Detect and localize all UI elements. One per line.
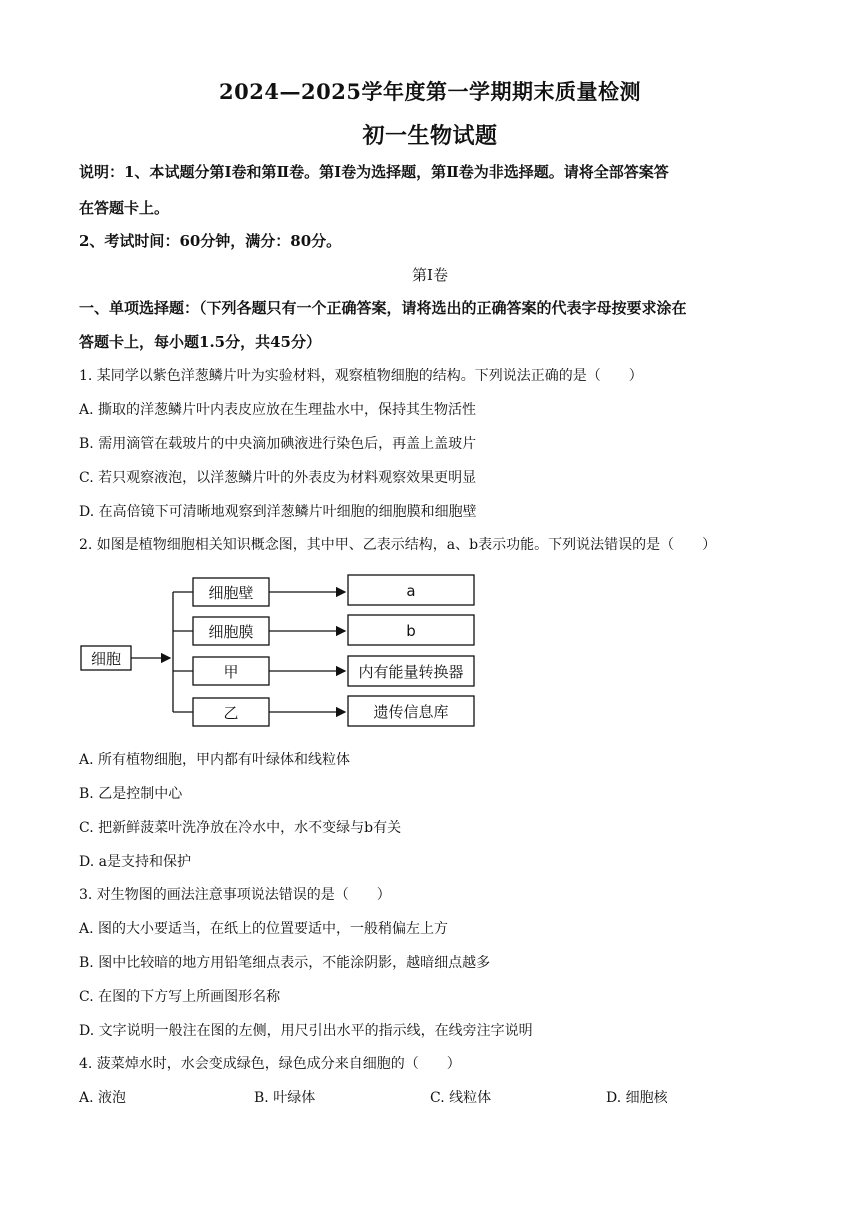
volume-heading: 第Ⅰ卷 bbox=[412, 266, 448, 284]
cell-concept-diagram bbox=[79, 568, 479, 730]
exam-subtitle: 初一生物试题 bbox=[362, 123, 498, 149]
question-2-option-b: B. 乙是控制中心 bbox=[79, 786, 183, 802]
diagram-function-a: a bbox=[406, 582, 416, 600]
question-3-option-b: B. 图中比较暗的地方用铅笔细点表示，不能涂阴影，越暗细点越多 bbox=[79, 955, 491, 971]
question-1-stem: 1. 某同学以紫色洋葱鳞片叶为实验材料，观察植物细胞的结构。下列说法正确的是（ ） bbox=[79, 368, 643, 384]
question-3-option-d: D. 文字说明一般注在图的左侧，用尺引出水平的指示线，在线旁注字说明 bbox=[79, 1023, 533, 1039]
instructions-line-2: 在答题卡上。 bbox=[79, 199, 170, 217]
question-1-option-d: D. 在高倍镜下可清晰地观察到洋葱鳞片叶细胞的细胞膜和细胞壁 bbox=[79, 504, 477, 520]
question-4-option-d: D. 细胞核 bbox=[606, 1090, 668, 1106]
instructions-line-3: 2、考试时间：60分钟，满分：80分。 bbox=[79, 232, 342, 250]
diagram-function-b: b bbox=[406, 622, 416, 640]
question-2-option-a: A. 所有植物细胞，甲内都有叶绿体和线粒体 bbox=[79, 752, 351, 768]
question-4-stem: 4. 菠菜焯水时，水会变成绿色，绿色成分来自细胞的（ ） bbox=[79, 1056, 461, 1072]
diagram-structure-cell-wall: 细胞壁 bbox=[208, 584, 254, 602]
question-3-option-c: C. 在图的下方写上所画图形名称 bbox=[79, 989, 281, 1005]
question-2-stem: 2. 如图是植物细胞相关知识概念图，其中甲、乙表示结构，a、b表示功能。下列说法错误的是（ ） bbox=[79, 537, 717, 553]
question-2-option-c: C. 把新鲜菠菜叶洗净放在冷水中，水不变绿与b有关 bbox=[79, 820, 402, 836]
diagram-structure-jia: 甲 bbox=[223, 663, 239, 681]
diagram-structure-yi: 乙 bbox=[223, 704, 239, 722]
question-1-option-c: C. 若只观察液泡，以洋葱鳞片叶的外表皮为材料观察效果更明显 bbox=[79, 470, 477, 486]
question-2-option-d: D. a是支持和保护 bbox=[79, 854, 191, 870]
question-3-option-a: A. 图的大小要适当，在纸上的位置要适中，一般稍偏左上方 bbox=[79, 921, 449, 937]
diagram-structure-cell-membrane: 细胞膜 bbox=[208, 623, 254, 641]
question-1-option-b: B. 需用滴管在载玻片的中央滴加碘液进行染色后，再盖上盖玻片 bbox=[79, 436, 477, 452]
diagram-function-genetic-library: 遗传信息库 bbox=[373, 703, 449, 721]
section-heading-line-2: 答题卡上，每小题1.5分，共45分） bbox=[79, 333, 321, 351]
question-4-option-c: C. 线粒体 bbox=[430, 1090, 492, 1106]
exam-title: 2024—2025学年度第一学期期末质量检测 bbox=[219, 79, 641, 104]
instructions-line-1: 说明：1、本试题分第Ⅰ卷和第Ⅱ卷。第Ⅰ卷为选择题，第Ⅱ卷为非选择题。请将全部答案答 bbox=[79, 163, 669, 181]
section-heading-line-1: 一、单项选择题：（下列各题只有一个正确答案，请将选出的正确答案的代表字母按要求涂在 bbox=[79, 299, 687, 317]
diagram-root-label: 细胞 bbox=[90, 650, 122, 668]
question-4-option-a: A. 液泡 bbox=[79, 1090, 127, 1106]
question-3-stem: 3. 对生物图的画法注意事项说法错误的是（ ） bbox=[79, 887, 391, 903]
question-1-option-a: A. 撕取的洋葱鳞片叶内表皮应放在生理盐水中，保持其生物活性 bbox=[79, 402, 477, 418]
diagram-function-energy-converter: 内有能量转换器 bbox=[358, 663, 464, 681]
question-4-option-b: B. 叶绿体 bbox=[254, 1090, 316, 1106]
